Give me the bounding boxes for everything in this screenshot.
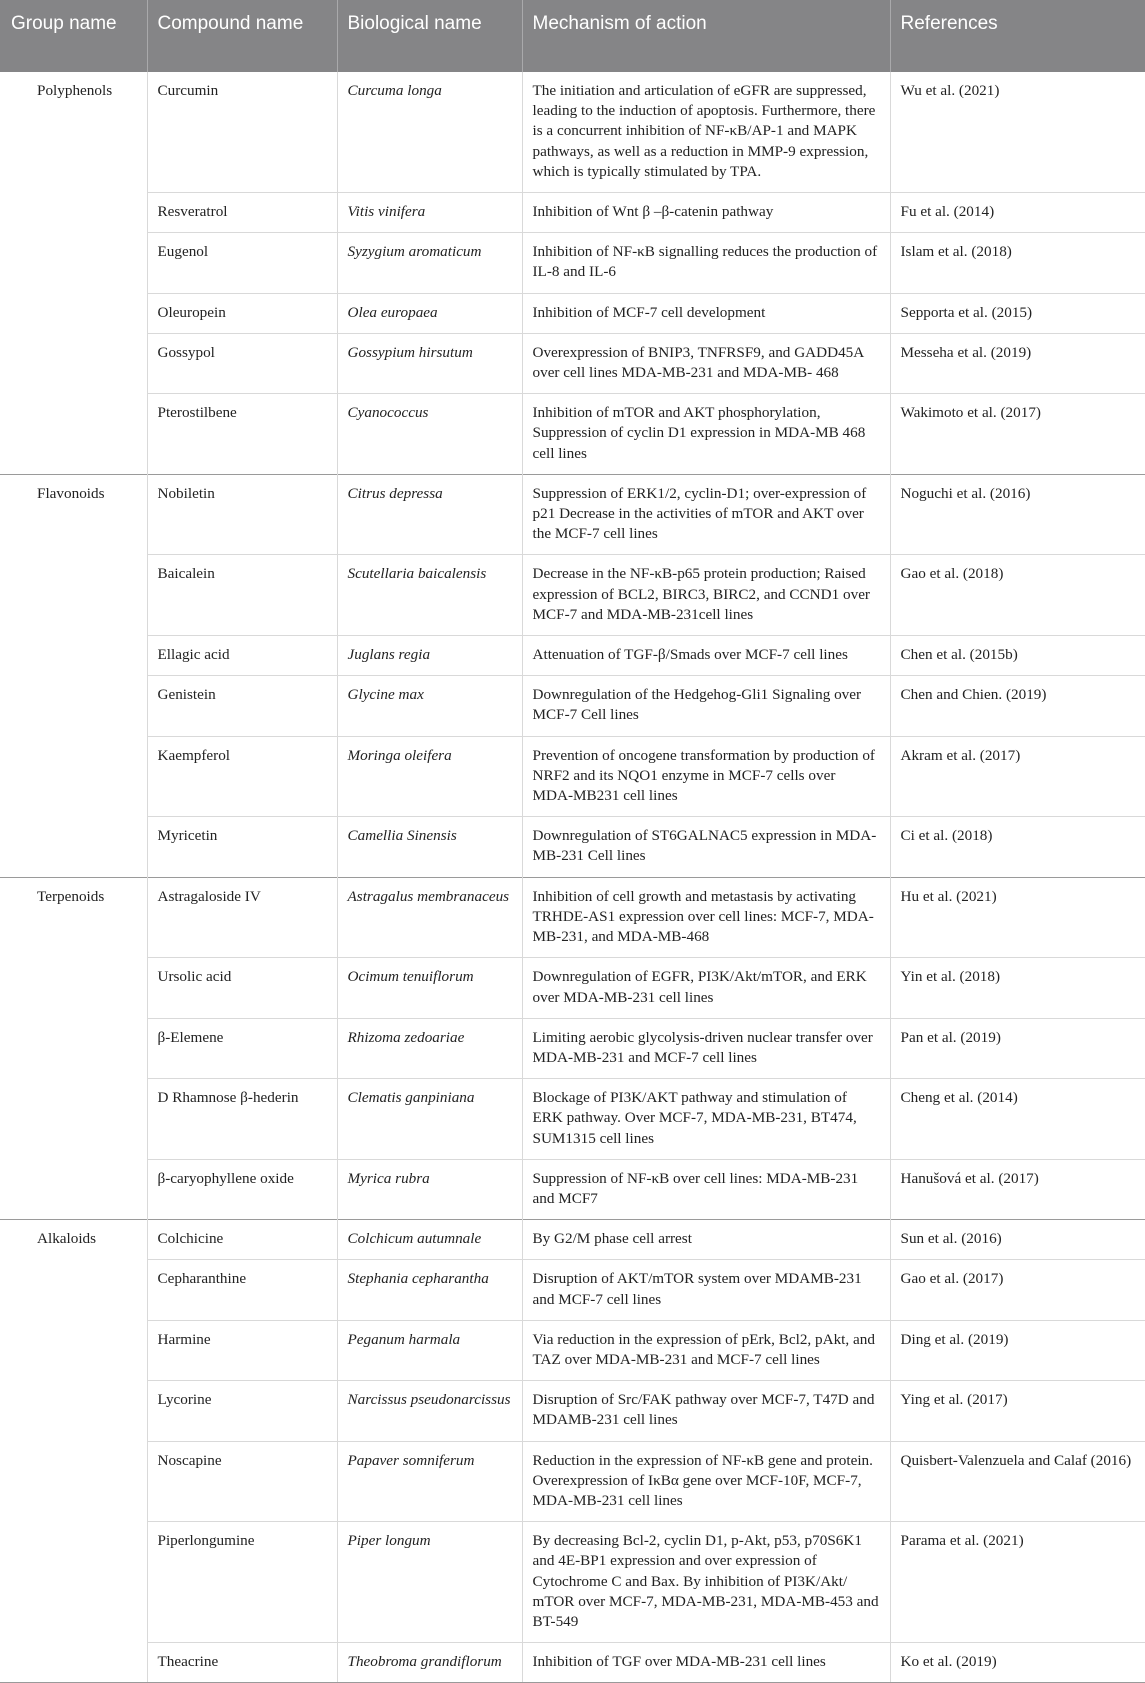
compound-name-cell: Noscapine — [147, 1441, 337, 1522]
compound-name-cell: Eugenol — [147, 233, 337, 293]
compound-name-cell: Ursolic acid — [147, 958, 337, 1018]
biological-name-cell: Curcuma longa — [337, 72, 522, 193]
mechanism-cell: Inhibition of Wnt β –β-catenin pathway — [522, 193, 890, 233]
table-row — [0, 1018, 1145, 1078]
table-row — [0, 233, 1145, 293]
mechanism-cell: The initiation and articulation of eGFR are suppressed, leading to the induction of apoptosis. Furthermore, there is a concurrent inhibition of NF-κB/AP-1 and MAPK pathways, as well as a reduction in MMP-9 expression, which is typically stimulated by TPA. — [522, 72, 890, 193]
mechanism-cell: Limiting aerobic glycolysis-driven nuclear transfer over MDA-MB-231 and MCF-7 cell lines — [522, 1018, 890, 1078]
reference-cell: Islam et al. (2018) — [890, 233, 1145, 293]
compound-name-cell: Resveratrol — [147, 193, 337, 233]
reference-cell: Sepporta et al. (2015) — [890, 293, 1145, 333]
table-row — [0, 293, 1145, 333]
biological-name-cell: Citrus depressa — [337, 474, 522, 555]
mechanism-cell: Overexpression of BNIP3, TNFRSF9, and GADD45A over cell lines MDA-MB-231 and MDA-MB- 468 — [522, 333, 890, 393]
table-row — [0, 1522, 1145, 1643]
reference-cell: Noguchi et al. (2016) — [890, 474, 1145, 555]
biological-name-cell: Rhizoma zedoariae — [337, 1018, 522, 1078]
mechanism-cell: By decreasing Bcl-2, cyclin D1, p-Akt, p53, p70S6K1 and 4E-BP1 expression and over expression of Cytochrome C and Bax. By inhibition of PI3K/Akt/ mTOR over MCF-7, MDA-MB-231, MDA-MB-453 and BT-549 — [522, 1522, 890, 1643]
reference-cell: Pan et al. (2019) — [890, 1018, 1145, 1078]
group-name-cell: Flavonoids — [0, 474, 147, 877]
mechanism-cell: Inhibition of TGF over MDA-MB-231 cell lines — [522, 1643, 890, 1683]
table-row — [0, 1260, 1145, 1320]
group-name-cell: Alkaloids — [0, 1220, 147, 1683]
compound-name-cell: Curcumin — [147, 72, 337, 193]
mechanism-cell: Blockage of PI3K/AKT pathway and stimulation of ERK pathway. Over MCF-7, MDA-MB-231, BT474, SUM1315 cell lines — [522, 1079, 890, 1160]
reference-cell: Fu et al. (2014) — [890, 193, 1145, 233]
compound-name-cell: Colchicine — [147, 1220, 337, 1260]
table-row — [0, 1381, 1145, 1441]
mechanism-cell: Attenuation of TGF-β/Smads over MCF-7 cell lines — [522, 636, 890, 676]
mechanism-cell: Inhibition of NF-κB signalling reduces the production of IL-8 and IL-6 — [522, 233, 890, 293]
biological-name-cell: Astragalus membranaceus — [337, 877, 522, 958]
table-row — [0, 1441, 1145, 1522]
table-row — [0, 193, 1145, 233]
reference-cell: Wu et al. (2021) — [890, 72, 1145, 193]
biological-name-cell: Juglans regia — [337, 636, 522, 676]
reference-cell: Messeha et al. (2019) — [890, 333, 1145, 393]
mechanism-cell: Disruption of Src/FAK pathway over MCF-7, T47D and MDAMB-231 cell lines — [522, 1381, 890, 1441]
mechanism-cell: Suppression of NF-κB over cell lines: MDA-MB-231 and MCF7 — [522, 1159, 890, 1219]
table-row — [0, 736, 1145, 817]
biological-name-cell: Theobroma grandiflorum — [337, 1643, 522, 1683]
mechanism-cell: Inhibition of mTOR and AKT phosphorylation, Suppression of cyclin D1 expression in MDA-MB 468 cell lines — [522, 394, 890, 475]
reference-cell: Ci et al. (2018) — [890, 817, 1145, 877]
header-row — [0, 0, 1145, 72]
reference-cell: Gao et al. (2018) — [890, 555, 1145, 636]
compound-name-cell: D Rhamnose β-hederin — [147, 1079, 337, 1160]
reference-cell: Ying et al. (2017) — [890, 1381, 1145, 1441]
table-row — [0, 877, 1145, 958]
compound-name-cell: Cepharanthine — [147, 1260, 337, 1320]
compound-name-cell: Myricetin — [147, 817, 337, 877]
group-name-cell: Polyphenols — [37, 82, 113, 99]
biological-name-cell: Piper longum — [337, 1522, 522, 1643]
compound-name-cell: Piperlongumine — [147, 1522, 337, 1643]
compound-name-cell: Nobiletin — [147, 474, 337, 555]
header-references: References — [890, 0, 1145, 72]
table-row — [0, 1159, 1145, 1219]
table-row — [0, 72, 1145, 193]
biological-name-cell: Gossypium hirsutum — [337, 333, 522, 393]
compound-name-cell: Genistein — [147, 676, 337, 736]
biological-name-cell: Vitis vinifera — [337, 193, 522, 233]
table-row — [0, 1220, 1145, 1260]
mechanism-cell: Inhibition of cell growth and metastasis by activating TRHDE-AS1 expression over cell lines: MCF-7, MDA-MB-231, and MDA-MB-468 — [522, 877, 890, 958]
reference-cell: Parama et al. (2021) — [890, 1522, 1145, 1643]
header-compound-name: Compound name — [147, 0, 337, 72]
biological-name-cell: Ocimum tenuiflorum — [337, 958, 522, 1018]
reference-cell: Quisbert-Valenzuela and Calaf (2016) — [890, 1441, 1145, 1522]
biological-name-cell: Stephania cepharantha — [337, 1260, 522, 1320]
table-row — [0, 958, 1145, 1018]
compound-name-cell: Lycorine — [147, 1381, 337, 1441]
group-name-cell: Terpenoids — [0, 877, 147, 1219]
biological-name-cell: Camellia Sinensis — [337, 817, 522, 877]
header-mechanism-of-action: Mechanism of action — [522, 0, 890, 72]
compound-name-cell: Pterostilbene — [147, 394, 337, 475]
compound-name-cell: Baicalein — [147, 555, 337, 636]
table-body — [0, 72, 1145, 1682]
biological-name-cell: Moringa oleifera — [337, 736, 522, 817]
mechanism-cell: Inhibition of MCF-7 cell development — [522, 293, 890, 333]
mechanism-cell: Decrease in the NF-κB-p65 protein production; Raised expression of BCL2, BIRC3, BIRC2, and CCND1 over MCF-7 and MDA-MB-231cell lines — [522, 555, 890, 636]
compound-name-cell: Theacrine — [147, 1643, 337, 1683]
reference-cell: Sun et al. (2016) — [890, 1220, 1145, 1260]
biological-name-cell: Narcissus pseudonarcissus — [337, 1381, 522, 1441]
biological-name-cell: Colchicum autumnale — [337, 1220, 522, 1260]
biological-name-cell: Peganum harmala — [337, 1320, 522, 1380]
table-row — [0, 817, 1145, 877]
biological-name-cell: Glycine max — [337, 676, 522, 736]
compound-name-cell: β-caryophyllene oxide — [147, 1159, 337, 1219]
compound-name-cell: Gossypol — [147, 333, 337, 393]
biological-name-cell: Syzygium aromaticum — [337, 233, 522, 293]
table-row — [0, 676, 1145, 736]
reference-cell: Ding et al. (2019) — [890, 1320, 1145, 1380]
compound-name-cell: Ellagic acid — [147, 636, 337, 676]
biological-name-cell: Olea europaea — [337, 293, 522, 333]
table-row — [0, 474, 1145, 555]
table-row — [0, 1320, 1145, 1380]
mechanism-cell: Downregulation of EGFR, PI3K/Akt/mTOR, and ERK over MDA-MB-231 cell lines — [522, 958, 890, 1018]
biological-name-cell: Papaver somniferum — [337, 1441, 522, 1522]
reference-cell: Akram et al. (2017) — [890, 736, 1145, 817]
reference-cell: Hu et al. (2021) — [890, 877, 1145, 958]
mechanism-cell: By G2/M phase cell arrest — [522, 1220, 890, 1260]
reference-cell: Gao et al. (2017) — [890, 1260, 1145, 1320]
mechanism-cell: Suppression of ERK1/2, cyclin-D1; over-expression of p21 Decrease in the activities of mTOR and AKT over the MCF-7 cell lines — [522, 474, 890, 555]
compound-name-cell: β-Elemene — [147, 1018, 337, 1078]
compound-name-cell: Oleuropein — [147, 293, 337, 333]
table-row — [0, 636, 1145, 676]
reference-cell: Cheng et al. (2014) — [890, 1079, 1145, 1160]
biological-name-cell: Clematis ganpiniana — [337, 1079, 522, 1160]
mechanism-cell: Prevention of oncogene transformation by production of NRF2 and its NQO1 enzyme in MCF-7 cells over MDA-MB231 cell lines — [522, 736, 890, 817]
reference-cell: Chen and Chien. (2019) — [890, 676, 1145, 736]
table-row — [0, 333, 1145, 393]
table-row — [0, 1643, 1145, 1683]
biological-name-cell: Cyanococcus — [337, 394, 522, 475]
table-row — [0, 555, 1145, 636]
reference-cell: Wakimoto et al. (2017) — [890, 394, 1145, 475]
compound-name-cell: Harmine — [147, 1320, 337, 1380]
reference-cell: Hanušová et al. (2017) — [890, 1159, 1145, 1219]
mechanism-cell: Via reduction in the expression of pErk, Bcl2, pAkt, and TAZ over MDA-MB-231 and MCF-7 cell lines — [522, 1320, 890, 1380]
header-biological-name: Biological name — [337, 0, 522, 72]
table-header — [0, 0, 1145, 72]
compound-name-cell: Kaempferol — [147, 736, 337, 817]
reference-cell: Ko et al. (2019) — [890, 1643, 1145, 1683]
biological-name-cell: Myrica rubra — [337, 1159, 522, 1219]
reference-cell: Chen et al. (2015b) — [890, 636, 1145, 676]
compound-name-cell: Astragaloside IV — [147, 877, 337, 958]
mechanism-cell: Disruption of AKT/mTOR system over MDAMB-231 and MCF-7 cell lines — [522, 1260, 890, 1320]
table-row — [0, 1079, 1145, 1160]
mechanism-cell: Downregulation of the Hedgehog-Gli1 Signaling over MCF-7 Cell lines — [522, 676, 890, 736]
reference-cell: Yin et al. (2018) — [890, 958, 1145, 1018]
biological-name-cell: Scutellaria baicalensis — [337, 555, 522, 636]
table-row — [0, 394, 1145, 475]
mechanism-cell: Reduction in the expression of NF-κB gene and protein. Overexpression of IκBα gene over MCF-10F, MCF-7, MDA-MB-231 cell lines — [522, 1441, 890, 1522]
mechanism-cell: Downregulation of ST6GALNAC5 expression in MDA-MB-231 Cell lines — [522, 817, 890, 877]
header-group-name: Group name — [11, 13, 117, 34]
